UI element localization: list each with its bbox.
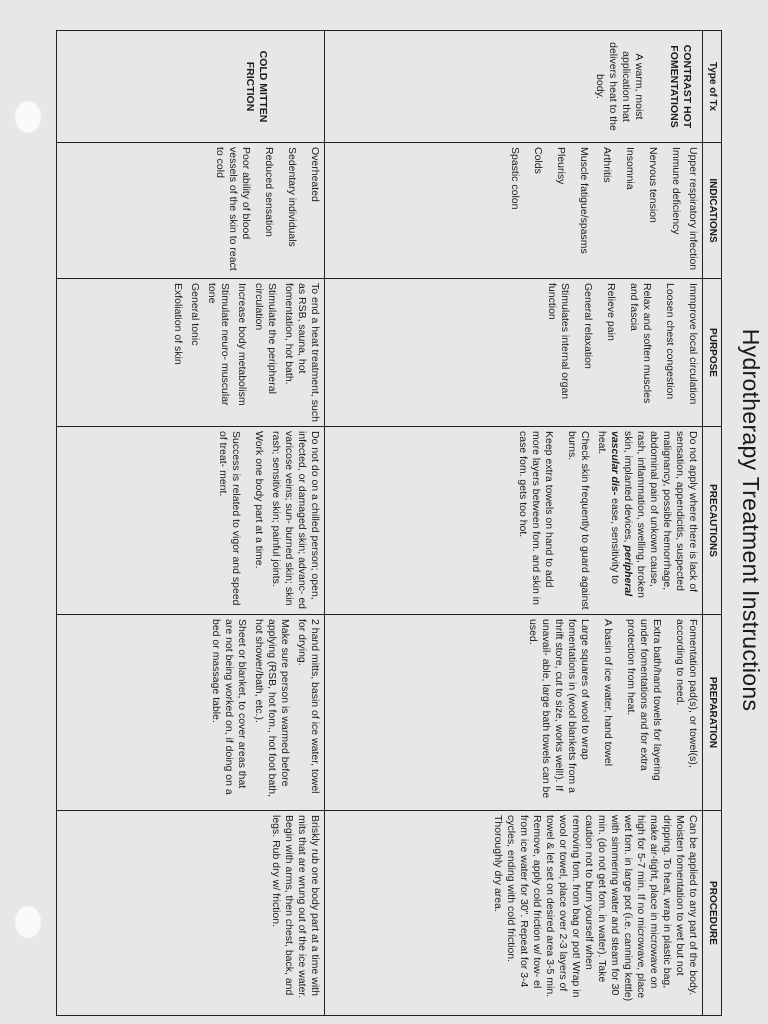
- header-purpose: PURPOSE: [703, 279, 722, 427]
- purpose-item: Stimulate the peripheral circulation: [253, 283, 278, 394]
- indications-cell-contrast: [325, 143, 703, 279]
- indication-item: Poor ability of blood vessels of the skin to react to cold: [214, 147, 252, 271]
- preparation-item: Sheet or blanket, to cover areas that are not being worked on, if doing on a bed or massage table.: [210, 619, 248, 795]
- purpose-item: Relieve pain: [605, 283, 617, 341]
- treatment-name: COLD MITTEN FRICTION: [244, 50, 269, 123]
- purpose-item: Stimulate neuro- muscular tone: [206, 283, 231, 406]
- purpose-cell-cold: [57, 279, 325, 427]
- precaution-item: Check skin frequently to guard against burns.: [566, 431, 591, 610]
- precaution-emphasis: peripheral vascular dis-: [609, 431, 634, 597]
- header-precautions: PRECAUTIONS: [703, 427, 722, 615]
- indication-item: Overheated: [309, 147, 321, 202]
- indication-item: Immune deficiency: [670, 147, 682, 235]
- header-preparation: PREPARATION: [703, 615, 722, 811]
- preparation-item: Make sure person is warmed before applying (RSB, hot fom., hot foot bath, hot shower/bath, etc.).: [253, 619, 291, 798]
- punch-hole-bottom: [14, 905, 42, 939]
- precautions-cell-contrast: [325, 427, 703, 615]
- precautions-cell-cold: [57, 427, 325, 615]
- indication-item: Colds: [532, 147, 544, 174]
- precaution-text: Do not apply where there is lack of sensation, appendicitis, suspected malignancy, possible hemorrhage, abdominal pain of unkown cause, rash, inflammation, swelling, broken skin, implanted devices,: [622, 431, 699, 598]
- header-type: Type of Tx: [703, 31, 722, 143]
- indication-item: Arthritis: [601, 147, 613, 183]
- indications-cell-cold: [57, 143, 325, 279]
- preparation-cell-contrast: [325, 615, 703, 811]
- type-cell-contrast: [325, 31, 703, 143]
- indication-item: Nervous tension: [647, 147, 659, 223]
- indication-item: Sedentary individuals: [286, 147, 298, 247]
- preparation-item: A basin of ice water, hand towel: [602, 619, 614, 767]
- preparation-cell-cold: [57, 615, 325, 811]
- treatment-description: A warm, moist application that delivers heat to the body.: [594, 42, 645, 131]
- treatment-table: [56, 30, 722, 1016]
- treatment-name: CONTRAST HOT FOMENTATIONS: [668, 44, 693, 129]
- preparation-item: Fomentation pad(s), or towel(s), according to need.: [674, 619, 699, 768]
- indication-item: Muscle fatigue/spasms: [578, 147, 590, 254]
- purpose-item: Loosen chest congestion: [664, 283, 676, 400]
- purpose-item: General relaxation: [582, 283, 594, 369]
- punch-hole-top: [14, 100, 42, 134]
- indication-item: Insomnia: [624, 147, 636, 190]
- header-row: [703, 31, 722, 1016]
- indication-item: Pleurisy: [555, 147, 567, 185]
- precaution-tail: ease, sensitivity to heat.: [596, 431, 621, 584]
- purpose-item: Exfoliation of skin: [172, 283, 184, 365]
- purpose-item: Stimulates internal organ function: [546, 283, 571, 400]
- purpose-item: To end a heat treatment, such as RSB, sauna, hot fomentation, hot bath.: [283, 283, 321, 422]
- preparation-item: Extra bath/hand towels for layering under fomentations and for extra protection from heat.: [625, 619, 663, 781]
- purpose-item: Immprove local circulation: [687, 283, 699, 405]
- table-row: [325, 31, 703, 1016]
- purpose-item: Relax and soften muscles and fascia: [628, 283, 653, 404]
- document-page: [50, 20, 768, 1020]
- header-indications: INDICATIONS: [703, 143, 722, 279]
- precaution-item: Work one body part at a time.: [253, 431, 265, 569]
- procedure-cell-cold: Briskly rub one body part at a time with mits that are wrung out of the ice water. Begin with arms, then chest, back, and legs. Rub dry w/ friction.: [57, 811, 325, 1016]
- precaution-item: [595, 431, 699, 610]
- preparation-item: 2 hand mitts, basin of ice water, towel for drying.: [296, 619, 321, 794]
- header-procedure: PROCEDURE: [703, 811, 722, 1016]
- purpose-item: General tonic: [189, 283, 201, 346]
- page-title: Hydrotherapy Treatment Instructions: [738, 328, 764, 712]
- precaution-item: Success is related to vigor and speed of treat- ment.: [217, 431, 242, 606]
- indication-item: Reduced sensation: [263, 147, 275, 237]
- type-cell-cold: [57, 31, 325, 143]
- indication-item: Upper respiratory infection: [687, 147, 699, 271]
- precaution-item: Keep extra towels on hand to add more layers between fom. and skin in case fom. gets too hot.: [517, 431, 555, 605]
- purpose-cell-contrast: [325, 279, 703, 427]
- preparation-item: Large squares of wool to wrap fomentations in (wool blankets from a thrift store, cut to size, works well!). If unavail- able, large bath towels can be used.: [527, 619, 591, 799]
- purpose-item: Increase body metabolism: [236, 283, 248, 406]
- procedure-cell-contrast: Can be applied to any part of the body. Moisten fomentation to wet but not dripping. To heat, wrap in plastic bag, make air-tight, place in microwave on high for 5-7 min. If no microwave, place wet fom. in large pot (i.e. canning kettle) with simmering water and steam for 30 min. (do not get fom. in water). Take caution not to burn yourself when removing fom. from bag or pot! Wrap in wool or towel, place over 2-3 layers of towel & let set on desired area 3-5 min. Remove, apply cold friction w/ tow- el from ice water for 30". Repeat for 3-4 cycles, ending with cold friction. Thoroughly dry area.: [325, 811, 703, 1016]
- precaution-item: Do not do on a chilled person; open, infected, or damaged skin; advanc- ed varicose veins; sun- burned skin; skin rash; sensitive skin; painful joints.: [270, 431, 321, 610]
- indication-item: Spastic colon: [509, 147, 521, 210]
- table-row: [57, 31, 325, 1016]
